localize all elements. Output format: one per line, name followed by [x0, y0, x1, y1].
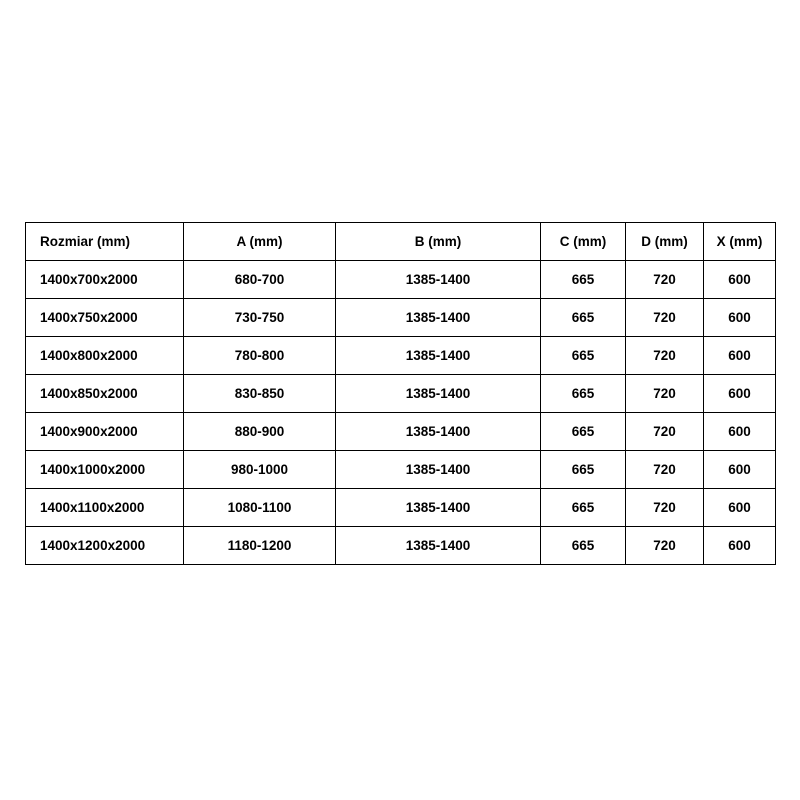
- column-header-size: Rozmiar (mm): [26, 223, 184, 261]
- cell-c: 665: [541, 337, 626, 375]
- cell-x: 600: [704, 261, 776, 299]
- cell-size: 1400x850x2000: [26, 375, 184, 413]
- cell-x: 600: [704, 451, 776, 489]
- cell-x: 600: [704, 375, 776, 413]
- cell-size: 1400x1000x2000: [26, 451, 184, 489]
- cell-c: 665: [541, 451, 626, 489]
- cell-a: 880-900: [184, 413, 336, 451]
- table-row: [26, 261, 776, 299]
- cell-d: 720: [626, 299, 704, 337]
- cell-a: 780-800: [184, 337, 336, 375]
- cell-d: 720: [626, 375, 704, 413]
- cell-d: 720: [626, 413, 704, 451]
- cell-b: 1385-1400: [336, 337, 541, 375]
- cell-size: 1400x800x2000: [26, 337, 184, 375]
- cell-b: 1385-1400: [336, 299, 541, 337]
- cell-x: 600: [704, 413, 776, 451]
- cell-b: 1385-1400: [336, 451, 541, 489]
- cell-c: 665: [541, 299, 626, 337]
- column-header-b: B (mm): [336, 223, 541, 261]
- cell-size: 1400x1100x2000: [26, 489, 184, 527]
- cell-size: 1400x1200x2000: [26, 527, 184, 565]
- spec-table-container: [25, 222, 775, 565]
- table-body: [26, 261, 776, 565]
- cell-d: 720: [626, 451, 704, 489]
- column-header-d: D (mm): [626, 223, 704, 261]
- cell-a: 830-850: [184, 375, 336, 413]
- cell-d: 720: [626, 261, 704, 299]
- table-row: [26, 299, 776, 337]
- cell-a: 980-1000: [184, 451, 336, 489]
- cell-size: 1400x700x2000: [26, 261, 184, 299]
- cell-a: 1180-1200: [184, 527, 336, 565]
- table-row: [26, 375, 776, 413]
- cell-a: 1080-1100: [184, 489, 336, 527]
- cell-x: 600: [704, 489, 776, 527]
- dimensions-table: [25, 222, 776, 565]
- column-header-a: A (mm): [184, 223, 336, 261]
- table-header: [26, 223, 776, 261]
- cell-d: 720: [626, 527, 704, 565]
- cell-c: 665: [541, 527, 626, 565]
- cell-c: 665: [541, 375, 626, 413]
- cell-b: 1385-1400: [336, 261, 541, 299]
- cell-x: 600: [704, 527, 776, 565]
- cell-a: 730-750: [184, 299, 336, 337]
- cell-d: 720: [626, 337, 704, 375]
- cell-a: 680-700: [184, 261, 336, 299]
- table-row: [26, 527, 776, 565]
- table-row: [26, 489, 776, 527]
- cell-c: 665: [541, 261, 626, 299]
- cell-b: 1385-1400: [336, 375, 541, 413]
- column-header-x: X (mm): [704, 223, 776, 261]
- cell-b: 1385-1400: [336, 413, 541, 451]
- cell-c: 665: [541, 413, 626, 451]
- cell-c: 665: [541, 489, 626, 527]
- cell-d: 720: [626, 489, 704, 527]
- table-row: [26, 413, 776, 451]
- cell-b: 1385-1400: [336, 527, 541, 565]
- cell-size: 1400x900x2000: [26, 413, 184, 451]
- cell-size: 1400x750x2000: [26, 299, 184, 337]
- table-row: [26, 337, 776, 375]
- table-header-row: [26, 223, 776, 261]
- column-header-c: C (mm): [541, 223, 626, 261]
- cell-b: 1385-1400: [336, 489, 541, 527]
- cell-x: 600: [704, 337, 776, 375]
- cell-x: 600: [704, 299, 776, 337]
- table-row: [26, 451, 776, 489]
